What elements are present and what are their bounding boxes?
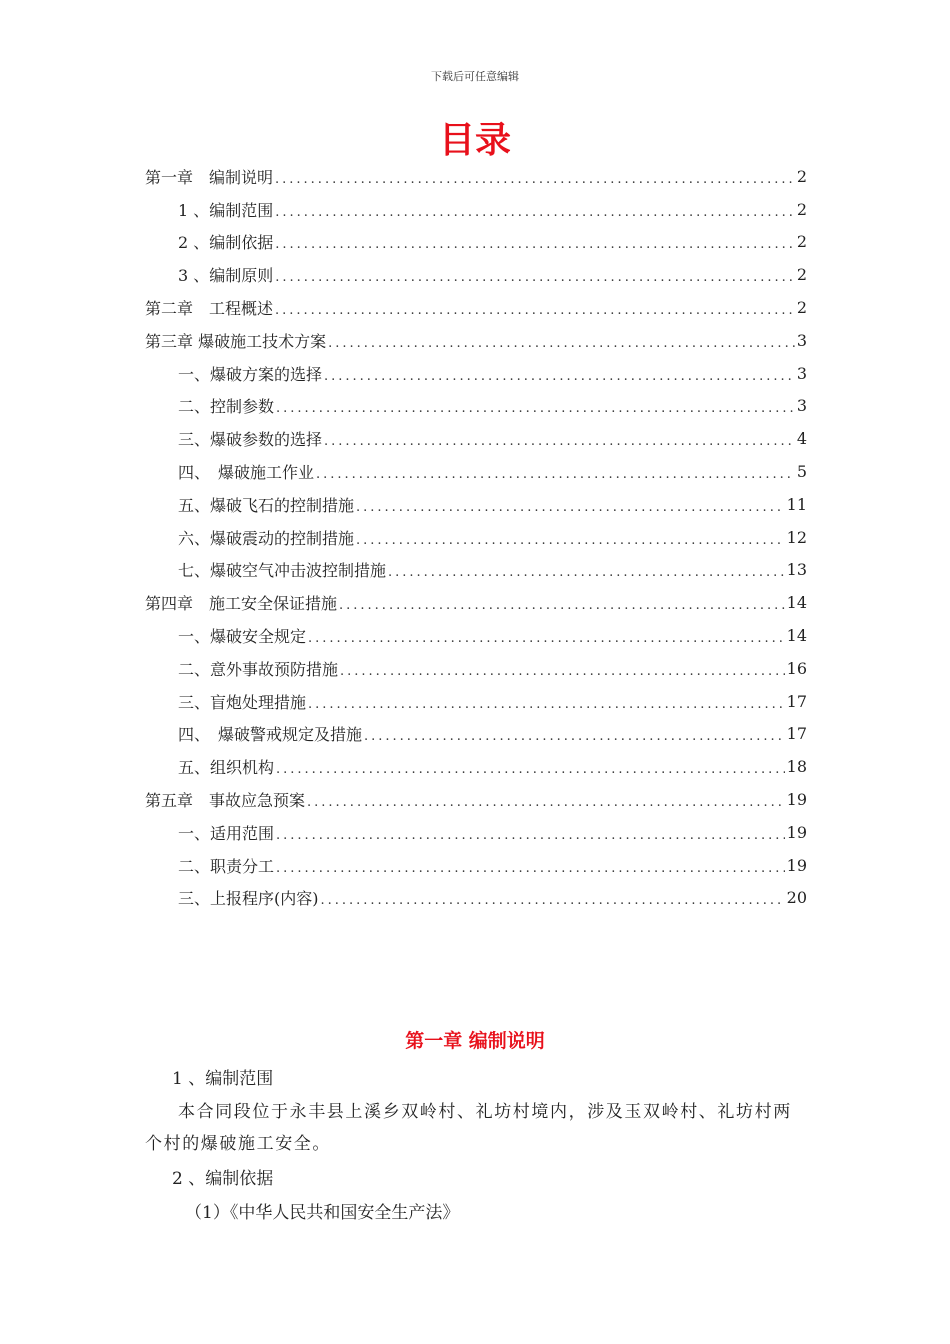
toc-entry[interactable]	[145, 685, 807, 718]
toc-entry-label: 七、爆破空气冲击波控制措施	[178, 561, 387, 581]
toc-entry[interactable]	[145, 455, 807, 488]
toc-entry[interactable]	[145, 226, 807, 259]
toc-entry[interactable]	[145, 258, 807, 291]
toc-entry-label: 二、控制参数	[178, 397, 275, 417]
toc-leader-dots	[339, 598, 785, 619]
toc-entry[interactable]	[145, 324, 807, 357]
toc-entry[interactable]	[145, 816, 807, 849]
toc-entry-page: 2	[796, 232, 807, 252]
toc-entry-page: 3	[796, 396, 807, 416]
toc-leader-dots	[356, 533, 785, 554]
table-of-contents	[145, 160, 807, 914]
toc-entry[interactable]	[145, 586, 807, 619]
toc-entry-label: 第四章 施工安全保证措施	[145, 594, 338, 614]
toc-entry[interactable]	[145, 291, 807, 324]
toc-entry-page: 2	[796, 199, 807, 219]
toc-entry-page: 19	[786, 855, 807, 875]
toc-entry[interactable]	[145, 652, 807, 685]
toc-entry[interactable]	[145, 521, 807, 554]
toc-entry-page: 3	[796, 330, 807, 350]
toc-entry[interactable]	[145, 849, 807, 882]
toc-leader-dots	[324, 369, 795, 390]
toc-leader-dots	[275, 237, 795, 258]
toc-entry[interactable]	[145, 193, 807, 226]
list-item: （1）《中华人民共和国安全生产法》	[185, 1203, 460, 1223]
subsection-heading: 1 、编制范围	[172, 1069, 274, 1089]
toc-entry-label: 三、爆破参数的选择	[178, 430, 323, 450]
toc-entry-page: 4	[796, 429, 807, 449]
toc-entry[interactable]	[145, 488, 807, 521]
toc-leader-dots	[276, 401, 795, 422]
toc-entry-label: 第三章 爆破施工技术方案	[145, 331, 327, 351]
toc-entry-page: 11	[786, 494, 807, 514]
toc-entry[interactable]	[145, 422, 807, 455]
toc-leader-dots	[364, 729, 785, 750]
toc-entry[interactable]	[145, 619, 807, 652]
toc-leader-dots	[356, 500, 785, 521]
toc-leader-dots	[275, 303, 795, 324]
toc-leader-dots	[275, 172, 795, 193]
toc-leader-dots	[340, 664, 785, 685]
toc-entry-label: 3 、编制原则	[178, 266, 274, 286]
toc-entry-page: 14	[786, 626, 807, 646]
toc-entry-label: 六、爆破震动的控制措施	[178, 528, 355, 548]
toc-leader-dots	[324, 434, 795, 455]
toc-leader-dots	[307, 795, 785, 816]
toc-entry[interactable]	[145, 390, 807, 423]
toc-leader-dots	[328, 336, 795, 357]
toc-entry-label: 四、 爆破警戒规定及措施	[178, 725, 363, 745]
toc-entry-label: 五、组织机构	[178, 758, 275, 778]
toc-entry[interactable]	[145, 882, 807, 915]
toc-entry-page: 12	[786, 527, 807, 547]
toc-leader-dots	[388, 565, 785, 586]
toc-entry-label: 一、适用范围	[178, 823, 275, 843]
toc-entry-page: 5	[796, 462, 807, 482]
section-title: 第一章 编制说明	[405, 1030, 545, 1052]
toc-entry-page: 2	[796, 166, 807, 186]
toc-leader-dots	[276, 861, 785, 882]
toc-entry[interactable]	[145, 554, 807, 587]
toc-entry-label: 二、意外事故预防措施	[178, 659, 339, 679]
toc-entry-label: 一、爆破安全规定	[178, 627, 307, 647]
toc-leader-dots	[308, 631, 785, 652]
toc-entry[interactable]	[145, 750, 807, 783]
toc-entry-label: 四、 爆破施工作业	[178, 463, 315, 483]
toc-entry-page: 13	[786, 560, 807, 580]
body-paragraph: 本合同段位于永丰县上溪乡双岭村、礼坊村境内，涉及玉双岭村、礼坊村两个村的爆破施工安全。	[145, 1102, 792, 1154]
toc-entry-page: 2	[796, 298, 807, 318]
toc-entry-page: 18	[786, 757, 807, 777]
toc-leader-dots	[316, 467, 795, 488]
toc-entry-label: 2 、编制依据	[178, 233, 274, 253]
toc-entry-label: 三、盲炮处理措施	[178, 692, 307, 712]
toc-entry-page: 20	[786, 888, 807, 908]
toc-entry-page: 19	[786, 822, 807, 842]
toc-leader-dots	[276, 762, 785, 783]
toc-title: 目录	[438, 119, 511, 161]
toc-entry[interactable]	[145, 718, 807, 751]
toc-entry[interactable]	[145, 160, 807, 193]
toc-entry-label: 第一章 编制说明	[145, 167, 274, 187]
toc-entry[interactable]	[145, 783, 807, 816]
toc-leader-dots	[276, 828, 785, 849]
toc-entry-page: 14	[786, 593, 807, 613]
toc-entry-label: 一、爆破方案的选择	[178, 364, 323, 384]
toc-entry-page: 2	[796, 265, 807, 285]
toc-entry-label: 二、职责分工	[178, 856, 275, 876]
toc-entry[interactable]	[145, 357, 807, 390]
toc-entry-page: 16	[786, 658, 807, 678]
toc-entry-label: 第五章 事故应急预案	[145, 791, 306, 811]
toc-leader-dots	[275, 205, 795, 226]
toc-leader-dots	[275, 270, 795, 291]
toc-entry-page: 17	[786, 691, 807, 711]
toc-leader-dots	[321, 893, 785, 914]
toc-leader-dots	[308, 697, 785, 718]
toc-entry-label: 五、爆破飞石的控制措施	[178, 495, 355, 515]
subsection-heading: 2 、编制依据	[172, 1169, 274, 1189]
toc-entry-page: 17	[786, 724, 807, 744]
toc-entry-label: 第二章 工程概述	[145, 299, 274, 319]
toc-entry-page: 19	[786, 790, 807, 810]
header-note: 下载后可任意编辑	[431, 70, 519, 83]
toc-entry-label: 三、上报程序(内容)	[178, 889, 319, 909]
toc-entry-label: 1 、编制范围	[178, 200, 274, 220]
toc-entry-page: 3	[796, 363, 807, 383]
